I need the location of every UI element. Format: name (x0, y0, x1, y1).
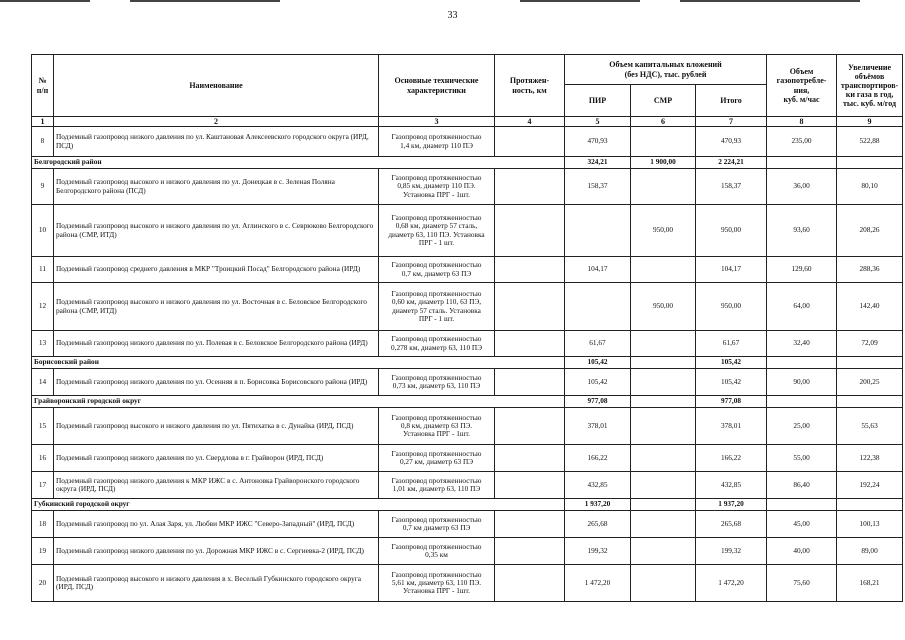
table-row (32, 169, 903, 205)
row-total: 104,17 (696, 257, 767, 283)
section-pir: 105,42 (565, 357, 631, 369)
row-smr (631, 538, 696, 565)
row-pir: 432,85 (565, 472, 631, 499)
header-transport-increase: Увеличение объёмов транспортиров- ки газа в год, тыс. куб. м/год (837, 55, 903, 117)
row-name: Подземный газопровод низкого давления по ул. Свердлова в г. Грайворон (ИРД, ПСД) (54, 445, 379, 472)
row-length (495, 257, 565, 283)
row-num: 9 (32, 169, 54, 205)
header-investment-group: Объем капитальных вложений (без НДС), тыс. рублей (565, 55, 767, 85)
row-name: Подземный газопровод низкого давления к МКР ИЖС в с. Антоновка Грайворонского городского округа (ИРД, ПСД) (54, 472, 379, 499)
table-row (32, 538, 903, 565)
row-pir: 104,17 (565, 257, 631, 283)
row-length (495, 511, 565, 538)
row-smr (631, 408, 696, 445)
header-total: Итого (696, 85, 767, 117)
section-gas (767, 357, 837, 369)
row-num: 8 (32, 127, 54, 157)
table-row (32, 408, 903, 445)
row-total: 61,67 (696, 331, 767, 357)
column-number: 5 (565, 117, 631, 127)
section-total: 1 937,20 (696, 499, 767, 511)
row-gas-volume: 32,40 (767, 331, 837, 357)
row-length (495, 205, 565, 257)
table-row (32, 205, 903, 257)
row-smr (631, 565, 696, 602)
page-number: 33 (447, 10, 458, 21)
row-transport: 89,00 (837, 538, 903, 565)
section-smr (631, 499, 696, 511)
row-name: Подземный газопровод низкого давления по ул. Дорожная МКР ИЖС в с. Сергиевка-2 (ИРД, ПСД) (54, 538, 379, 565)
row-gas-volume: 55,00 (767, 445, 837, 472)
column-number: 7 (696, 117, 767, 127)
row-specs: Газопровод протяженностью 0,278 км, диаметр 63, 110 ПЭ (379, 331, 495, 357)
row-smr (631, 169, 696, 205)
section-row (32, 357, 903, 369)
section-row (32, 499, 903, 511)
section-total: 105,42 (696, 357, 767, 369)
row-pir: 61,67 (565, 331, 631, 357)
row-smr (631, 369, 696, 396)
row-pir (565, 283, 631, 331)
column-number: 6 (631, 117, 696, 127)
row-length (495, 369, 565, 396)
row-total: 950,00 (696, 205, 767, 257)
row-pir: 470,93 (565, 127, 631, 157)
row-specs: Газопровод протяженностью 0,27 км, диаметр 63 ПЭ (379, 445, 495, 472)
row-transport: 122,38 (837, 445, 903, 472)
row-gas-volume: 90,00 (767, 369, 837, 396)
row-gas-volume: 36,00 (767, 169, 837, 205)
row-name: Подземный газопровод высокого и низкого давления по ул. Аглинского в с. Севрюково Белгородского района (СМР, ИТД) (54, 205, 379, 257)
row-transport: 55,63 (837, 408, 903, 445)
table-row (32, 127, 903, 157)
header-specs: Основные технические характеристики (379, 55, 495, 117)
section-row (32, 396, 903, 408)
section-row (32, 157, 903, 169)
row-total: 105,42 (696, 369, 767, 396)
row-transport: 142,40 (837, 283, 903, 331)
section-pir: 1 937,20 (565, 499, 631, 511)
row-specs: Газопровод протяженностью 1,4 км, диаметр 110 ПЭ (379, 127, 495, 157)
row-pir: 199,32 (565, 538, 631, 565)
table-row (32, 331, 903, 357)
table-row (32, 369, 903, 396)
row-num: 18 (32, 511, 54, 538)
row-specs: Газопровод протяженностью 0,7 км диаметр 63 ПЭ (379, 511, 495, 538)
row-name: Подземный газопровод среднего давления в МКР "Троицкий Посад" Белгородского района (ИРД) (54, 257, 379, 283)
table-row (32, 472, 903, 499)
row-length (495, 538, 565, 565)
column-number: 3 (379, 117, 495, 127)
row-length (495, 445, 565, 472)
row-pir: 1 472,20 (565, 565, 631, 602)
row-total: 166,22 (696, 445, 767, 472)
row-smr (631, 445, 696, 472)
column-number: 4 (495, 117, 565, 127)
column-number: 9 (837, 117, 903, 127)
row-length (495, 472, 565, 499)
row-pir: 158,37 (565, 169, 631, 205)
row-smr (631, 331, 696, 357)
row-num: 20 (32, 565, 54, 602)
header-pir: ПИР (565, 85, 631, 117)
row-total: 158,37 (696, 169, 767, 205)
row-specs: Газопровод протяженностью 0,35 км (379, 538, 495, 565)
section-name: Губкинский городской округ (32, 499, 565, 511)
row-specs: Газопровод протяженностью 0,8 км, диаметр 63 ПЭ. Установка ПРГ - 1шт. (379, 408, 495, 445)
row-total: 265,68 (696, 511, 767, 538)
row-total: 950,00 (696, 283, 767, 331)
row-num: 19 (32, 538, 54, 565)
row-pir (565, 205, 631, 257)
table-row (32, 445, 903, 472)
table-row (32, 565, 903, 602)
section-pir: 977,08 (565, 396, 631, 408)
scan-edge-line (520, 0, 640, 2)
row-name: Подземный газопровод низкого давления по ул. Полевая в с. Беловское Белгородского района (ИРД) (54, 331, 379, 357)
table-row (32, 257, 903, 283)
scan-edge-line (0, 0, 90, 2)
row-num: 16 (32, 445, 54, 472)
section-transport (837, 157, 903, 169)
row-transport: 72,09 (837, 331, 903, 357)
row-name: Подземный газопровод высокого и низкого давления по ул. Донецкая в с. Зеленая Поляна Белгородского района (ПСД) (54, 169, 379, 205)
header-length: Протяжен- ность, км (495, 55, 565, 117)
row-specs: Газопровод протяженностью 1,01 км, диаметр 63, 110 ПЭ (379, 472, 495, 499)
section-name: Белгородский район (32, 157, 565, 169)
row-specs: Газопровод протяженностью 0,85 км, диаметр 110 ПЭ. Установка ПРГ - 1шт. (379, 169, 495, 205)
scan-edge-line (130, 0, 280, 2)
row-num: 13 (32, 331, 54, 357)
header-name: Наименование (54, 55, 379, 117)
row-gas-volume: 25,00 (767, 408, 837, 445)
header-num: № п/п (32, 55, 54, 117)
row-num: 17 (32, 472, 54, 499)
column-number: 8 (767, 117, 837, 127)
row-num: 11 (32, 257, 54, 283)
row-num: 10 (32, 205, 54, 257)
section-name: Борисовский район (32, 357, 565, 369)
row-transport: 522,88 (837, 127, 903, 157)
row-transport: 168,21 (837, 565, 903, 602)
row-length (495, 565, 565, 602)
column-number: 1 (32, 117, 54, 127)
row-length (495, 331, 565, 357)
header-smr: СМР (631, 85, 696, 117)
row-gas-volume: 93,60 (767, 205, 837, 257)
row-gas-volume: 75,60 (767, 565, 837, 602)
row-length (495, 127, 565, 157)
section-gas (767, 499, 837, 511)
row-gas-volume: 45,00 (767, 511, 837, 538)
header-gas-volume: Объем газопотребле- ния, куб. м/час (767, 55, 837, 117)
row-smr (631, 127, 696, 157)
row-gas-volume: 86,40 (767, 472, 837, 499)
section-pir: 324,21 (565, 157, 631, 169)
row-pir: 105,42 (565, 369, 631, 396)
column-number: 2 (54, 117, 379, 127)
row-pir: 265,68 (565, 511, 631, 538)
row-transport: 200,25 (837, 369, 903, 396)
row-specs: Газопровод протяженностью 0,7 км, диаметр 63 ПЭ (379, 257, 495, 283)
section-gas (767, 157, 837, 169)
section-transport (837, 357, 903, 369)
table-row (32, 511, 903, 538)
row-smr (631, 472, 696, 499)
row-total: 432,85 (696, 472, 767, 499)
row-pir: 166,22 (565, 445, 631, 472)
section-total: 977,08 (696, 396, 767, 408)
row-gas-volume: 40,00 (767, 538, 837, 565)
scan-edge-line (680, 0, 860, 2)
row-name: Подземный газопровод по ул. Алая Заря, ул. Любви МКР ИЖС "Северо-Западный" (ИРД, ПСД) (54, 511, 379, 538)
row-smr: 950,00 (631, 283, 696, 331)
row-smr (631, 511, 696, 538)
row-gas-volume: 129,60 (767, 257, 837, 283)
row-name: Подземный газопровод низкого давления по ул. Каштановая Алексеевского городского округа (ИРД, ПСД) (54, 127, 379, 157)
row-pir: 378,01 (565, 408, 631, 445)
row-specs: Газопровод протяженностью 0,60 км, диаметр 110, 63 ПЭ, диаметр 57 сталь. Установка ПРГ - 1 шт. (379, 283, 495, 331)
section-smr: 1 900,00 (631, 157, 696, 169)
row-name: Подземный газопровод низкого давления по ул. Осенняя в п. Борисовка Борисовского района (ИРД) (54, 369, 379, 396)
row-specs: Газопровод протяженностью 0,73 км, диаметр 63, 110 ПЭ (379, 369, 495, 396)
table-row (32, 283, 903, 331)
section-total: 2 224,21 (696, 157, 767, 169)
investment-table (31, 54, 903, 602)
row-smr (631, 257, 696, 283)
table-header (32, 55, 903, 127)
row-smr: 950,00 (631, 205, 696, 257)
row-total: 470,93 (696, 127, 767, 157)
row-num: 15 (32, 408, 54, 445)
row-transport: 192,24 (837, 472, 903, 499)
row-transport: 80,10 (837, 169, 903, 205)
row-name: Подземный газопровод высокого и низкого давления по ул. Пятихатка в с. Дунайка (ИРД, ПСД) (54, 408, 379, 445)
row-length (495, 169, 565, 205)
row-total: 1 472,20 (696, 565, 767, 602)
section-name: Грайворонский городской округ (32, 396, 565, 408)
row-transport: 100,13 (837, 511, 903, 538)
row-gas-volume: 64,00 (767, 283, 837, 331)
section-gas (767, 396, 837, 408)
section-smr (631, 357, 696, 369)
row-specs: Газопровод протяженностью 0,68 км, диаметр 57 сталь, диаметр 63, 110 ПЭ. Установка ПРГ - 1 шт. (379, 205, 495, 257)
row-name: Подземный газопровод высокого и низкого давления по ул. Восточная в с. Беловское Белгородского района (СМР, ИТД) (54, 283, 379, 331)
row-num: 12 (32, 283, 54, 331)
row-total: 199,32 (696, 538, 767, 565)
row-length (495, 408, 565, 445)
row-transport: 208,26 (837, 205, 903, 257)
row-gas-volume: 235,00 (767, 127, 837, 157)
column-number-row (32, 117, 903, 127)
section-smr (631, 396, 696, 408)
row-num: 14 (32, 369, 54, 396)
table-body (32, 127, 903, 602)
row-length (495, 283, 565, 331)
row-specs: Газопровод протяженностью 5,61 км, диаметр 63, 110 ПЭ. Установка ПРГ - 1шт. (379, 565, 495, 602)
section-transport (837, 396, 903, 408)
row-total: 378,01 (696, 408, 767, 445)
row-transport: 288,36 (837, 257, 903, 283)
row-name: Подземный газопровод высокого и низкого давления в х. Веселый Губкинского городского округа (ИРД, ПСД) (54, 565, 379, 602)
section-transport (837, 499, 903, 511)
